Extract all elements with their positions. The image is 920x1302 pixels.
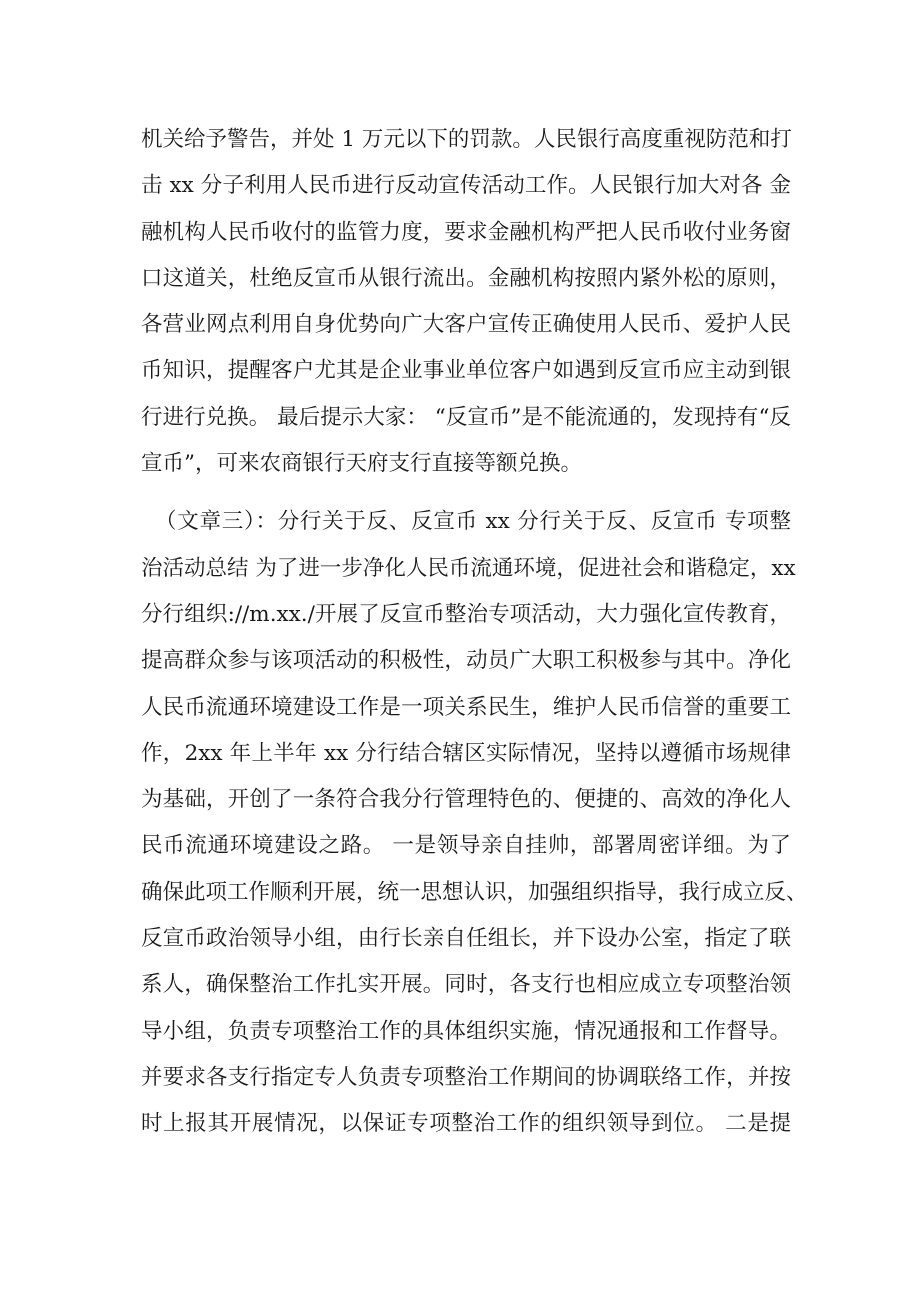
paragraph-spacer bbox=[141, 487, 791, 499]
text-line: （文章三）：分行关于反、反宣币 xx 分行关于反、反宣币 专项整 bbox=[155, 509, 791, 535]
text-line: 民币流通环境建设之路。 一是领导亲自挂帅，部署周密详细。为了 bbox=[141, 833, 791, 859]
document-body bbox=[141, 117, 808, 1148]
text-line: 击 xx 分子利用人民币进行反动宣传活动工作。人民银行加大对各 金 bbox=[141, 173, 791, 199]
text-line: 机关给予警告，并处 1 万元以下的罚款。人民银行高度重视防范和打 bbox=[141, 127, 792, 152]
text-line: 口这道关，杜绝反宣币从银行流出。金融机构按照内紧外松的原则， bbox=[141, 265, 791, 291]
text-line: 作，2xx 年上半年 xx 分行结合辖区实际情况，坚持以遵循市场规律 bbox=[141, 740, 791, 766]
paragraph-2 bbox=[141, 499, 808, 1147]
text-line: 治活动总结 为了进一步净化人民币流通环境，促进社会和谐稳定，xx bbox=[141, 555, 796, 581]
text-line: 宣币”，可来农商银行天府支行直接等额兑换。 bbox=[141, 451, 582, 477]
text-line: 反宣币政治领导小组，由行长亲自任组长，并下设办公室，指定了联 bbox=[141, 926, 791, 952]
text-line: 确保此项工作顺利开展，统一思想认识，加强组织指导，我行成立反、 bbox=[141, 879, 808, 905]
text-line: 分行组织://m.xx./开展了反宣币整治专项活动，大力强化宣传教育， bbox=[141, 601, 791, 627]
text-line: 导小组，负责专项整治工作的具体组织实施，情况通报和工作督导。 bbox=[141, 1018, 791, 1044]
text-line: 融机构人民币收付的监管力度，要求金融机构严把人民币收付业务窗 bbox=[141, 219, 791, 245]
text-line: 人民币流通环境建设工作是一项关系民生，维护人民币信誉的重要工 bbox=[141, 694, 791, 720]
text-line: 并要求各支行指定专人负责专项整治工作期间的协调联络工作，并按 bbox=[141, 1064, 791, 1090]
text-line: 行进行兑换。 最后提示大家： “反宣币”是不能流通的，发现持有“反 bbox=[141, 404, 791, 430]
text-line: 币知识，提醒客户尤其是企业事业单位客户如遇到反宣币应主动到银 bbox=[141, 358, 791, 384]
text-line: 提高群众参与该项活动的积极性，动员广大职工积极参与其中。净化 bbox=[141, 648, 791, 674]
text-line: 为基础，开创了一条符合我分行管理特色的、便捷的、高效的净化人 bbox=[141, 787, 791, 813]
text-line: 各营业网点利用自身优势向广大客户宣传正确使用人民币、爱护人民 bbox=[141, 312, 791, 338]
paragraph-1 bbox=[141, 117, 791, 487]
text-line: 系人，确保整治工作扎实开展。同时，各支行也相应成立专项整治领 bbox=[141, 972, 791, 998]
text-line: 时上报其开展情况，以保证专项整治工作的组织领导到位。 二是提 bbox=[141, 1111, 791, 1137]
